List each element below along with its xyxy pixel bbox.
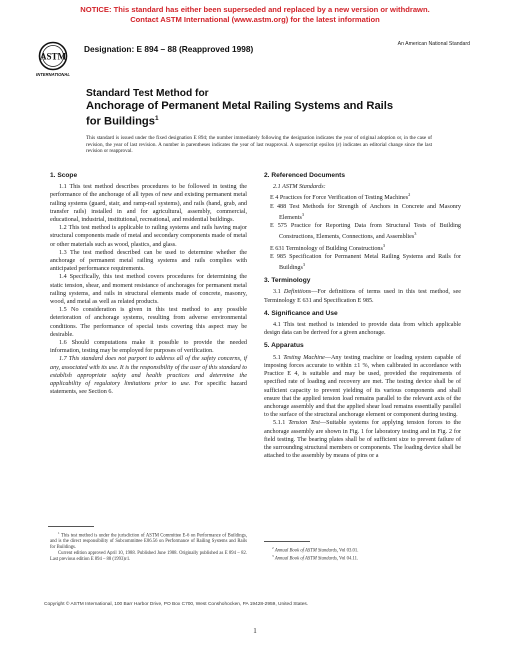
- footnote-1-mark: 1: [58, 531, 60, 535]
- notice-line-1: NOTICE: This standard has either been superseded and replaced by a new version or withdrawn.: [80, 5, 430, 14]
- reference-item: E 575 Practice for Reporting Data from Structural Tests of Building Constructions, Elements, Connections, and Assemblies$^3$: [270, 223, 461, 241]
- paragraph-1-2: 1.2 This test method is applicable to railing systems and rails having major structural components made of metal and secondary components made of metal or other materials such as wood, plastics, and glass.: [50, 225, 247, 248]
- safety-statement-tail: For specific hazard statements, see Section 6.: [50, 381, 247, 396]
- page-number: 1: [253, 627, 257, 635]
- designation: Designation: E 894 – 88 (Reapproved 1998): [84, 44, 254, 54]
- logo-text: ASTM: [39, 51, 67, 62]
- title-footnote-mark: 1: [154, 114, 159, 122]
- section-heading-terminology: 3. Terminology: [264, 277, 311, 285]
- section-heading-scope: 1. Scope: [50, 172, 78, 179]
- footnote-3: $^3$ Annual Book of ASTM Standards, Vol 04.11.: [272, 554, 359, 563]
- reference-item: E 985 Specification for Permanent Metal Railing Systems and Rails for Buildings$^3$: [270, 253, 461, 272]
- paragraph-1-4: 1.4 Specifically, this test method covers procedures for determining the static tension, shear, and moment resistance of anchorages for permanent metal railing systems, and rails in structural elements made of concrete, masonry, wood, and metal as well as related products.: [50, 274, 247, 306]
- withdrawn-notice: [0, 5, 510, 24]
- section-heading-referenced-documents: 2. Referenced Documents: [264, 172, 345, 179]
- left-column: [50, 172, 247, 396]
- title-line-2-text: for Buildings: [86, 115, 155, 128]
- paragraph-5-1: 5.1 Testing Machine—Any testing machine or loading system capable of imposing forces accurate to within ±1 %, when calibrated in accordance with Practice E 4, is suitable and may be used, provided the requirements of specified rate of loading and recovery are met. The testing device shall be of sufficient capacity to prevent yielding of its various components and shall ensure that the applied tension load remains parallel to the relevant axis of the anchorage assembly and that the applied shear load remains essentially parallel to the surface of the structural anchorage element or component during testing.: [264, 354, 461, 419]
- paragraph-1-3: 1.3 The test method described can be used to determine whether the anchorage of permanent metal railing systems and rails complies with anticipated performance requirements.: [50, 249, 247, 273]
- section-heading-significance: 4. Significance and Use: [264, 309, 338, 317]
- standard-issue-note: This standard is issued under the fixed designation E 894; the number immediately following the designation indicates the year of original adoption or, in the case of revision, the year of last revision. A number in parentheses indicates the year of last reapproval. A superscript epsilon (ε) indicates an editorial change since the last revision or reapproval.: [86, 135, 432, 155]
- paragraph-5-1-1: 5.1.1 Tension Test—Suitable systems for applying tension forces to the anchorage assembly are shown in Fig. 1 for laboratory testing and in Fig. 2 for field testing. The bearing plates shall be of sufficient size to prevent failure of the surrounding structural members or components. The loading device shall be attached to the assembly by means of pins or a: [264, 420, 461, 460]
- footnote-1-text: This test method is under the jurisdiction of ASTM Committee E-6 on Performance of Buildings, and is the direct responsibility of Subcommittee E06.56 on Performance of Railing Systems and Rails for Buildings.: [50, 533, 247, 551]
- footnote-divider: [48, 526, 94, 527]
- document-title: [86, 88, 466, 128]
- footnote-divider: [264, 541, 310, 542]
- footnote-1: [50, 531, 247, 563]
- notice-line-2: Contact ASTM International (www.astm.org) for the latest information: [130, 14, 380, 24]
- national-standard-label: An American National Standard: [397, 41, 470, 47]
- title-prefix: Standard Test Method for: [86, 88, 209, 99]
- paragraph-1-7: [50, 355, 247, 396]
- reference-item: E 4 Practices for Force Verification of Testing Machines$^2$: [270, 192, 411, 202]
- safety-statement: 1.7 This standard does not purport to address all of the safety concerns, if any, associated with its use. It is the responsibility of the user of this standard to establish appropriate safety and health practices and determine the applicability of regulatory limitations prior to use.: [50, 356, 247, 388]
- paragraph-1-1: 1.1 This test method describes procedures to be followed in testing the performance of the anchorage of all types of new and existing permanent metal railing systems (guard, stair, and ramp-rail systems), and rails (hand, grab, and transfer rails) installed in and for agricultural, assembly, commercial, educational, industrial, institutional, recreational, and residential buildings.: [50, 184, 247, 224]
- footnote-1-edition: Current edition approved April 10, 1988. Published June 1988. Originally published as E 894 – 82. Last previous edition E 894 – 88 (1993)ε1.: [50, 551, 247, 563]
- section-heading-apparatus: 5. Apparatus: [264, 342, 304, 350]
- paragraph-4-1: 4.1 This test method is intended to provide data from which applicable design data can be derived for a given anchorage.: [264, 322, 461, 337]
- logo-subtext: INTERNATIONAL: [36, 72, 70, 77]
- title-line-2: [86, 113, 466, 128]
- astm-logo-icon: [36, 40, 70, 78]
- copyright-notice: Copyright © ASTM International, 100 Barr Harbor Drive, PO Box C700, West Conshohocken, PA 19428-2959, United States.: [44, 602, 309, 607]
- title-line-1: Anchorage of Permanent Metal Railing Systems and Rails: [86, 100, 394, 112]
- paragraph-3-1: 3.1 Definitions—For definitions of terms used in this test method, see Terminology E 631 and Specification E 985.: [264, 289, 461, 304]
- right-column: [264, 172, 461, 460]
- paragraph-1-6: 1.6 Should computations make it possible to provide the needed information, testing may be employed for purposes of verification.: [50, 340, 247, 355]
- astm-standards-subheading: 2.1 ASTM Standards:: [273, 184, 326, 191]
- reference-item: E 488 Test Methods for Strength of Anchors in Concrete and Masonry Elements$^3$: [270, 203, 461, 221]
- footnote-2: $^2$ Annual Book of ASTM Standards, Vol 03.01.: [272, 546, 359, 554]
- reference-item: E 631 Terminology of Building Constructions$^3$: [270, 242, 386, 252]
- footnotes-right: [264, 546, 461, 563]
- paragraph-1-5: 1.5 No consideration is given in this test method to any possible deterioration of anchorage systems, resulting from adverse environmental conditions. The performance of special tests covering this aspect may be desirable.: [50, 307, 247, 338]
